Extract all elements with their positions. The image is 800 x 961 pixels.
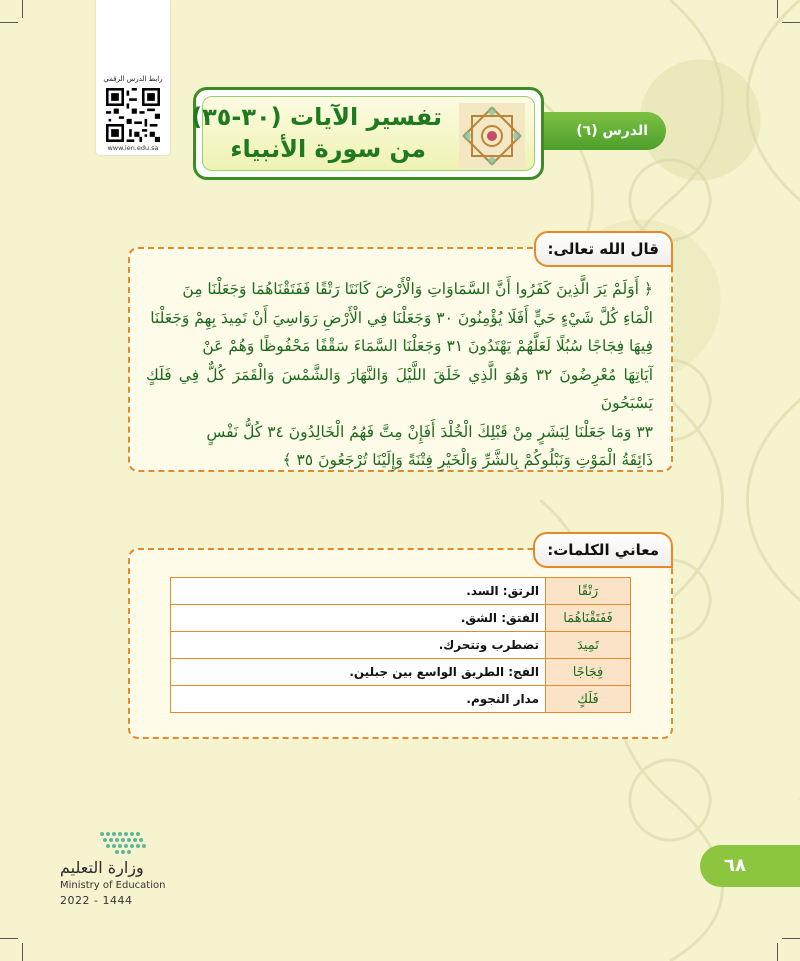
word-cell: فَلَكٍ: [546, 686, 631, 713]
meaning-cell: الفتق: الشق.: [171, 605, 546, 632]
quran-verses: [146, 275, 653, 475]
ministry-name-english: Ministry of Education: [60, 880, 166, 891]
table-row: [171, 659, 631, 686]
verse-line: ﴿ أَوَلَمْ يَرَ الَّذِينَ كَفَرُوا أَنَّ السَّمَاوَاتِ وَالْأَرْضَ كَانَتَا رَتْقًا فَفَتَقْنَاهُمَا وَجَعَلْنَا مِنَ: [182, 280, 653, 298]
verse-line: آيَاتِهَا مُعْرِضُونَ ٣٢ وَهُوَ الَّذِي خَلَقَ اللَّيْلَ وَالنَّهَارَ وَالشَّمْسَ وَالْقَمَرَ كُلٌّ فِي فَلَكٍ يَسْبَحُونَ: [146, 365, 653, 412]
word-cell: فِجَاجًا: [546, 659, 631, 686]
qr-card[interactable]: [96, 0, 170, 155]
islamic-star-ornament-icon: [459, 103, 525, 169]
lesson-title-banner: [193, 87, 544, 180]
crop-mark: [22, 943, 23, 961]
word-meanings-table: [170, 577, 631, 713]
lesson-title: تفسير الآيات (٣٠-٣٥): [191, 103, 442, 131]
qr-code-icon[interactable]: [106, 88, 160, 142]
verse-line: الْمَاءِ كُلَّ شَيْءٍ حَيٍّ أَفَلَا يُؤْمِنُونَ ٣٠ وَجَعَلْنَا فِي الْأَرْضِ رَوَاسِيَ أَنْ تَمِيدَ بِهِمْ وَجَعَلْنَا: [150, 308, 653, 327]
crop-mark: [782, 22, 800, 23]
word-cell: تَمِيدَ: [546, 632, 631, 659]
meanings-heading: معاني الكلمات:: [533, 532, 673, 568]
lesson-subtitle: من سورة الأنبياء: [230, 135, 426, 163]
crop-mark: [782, 938, 800, 939]
qr-caption: رابط الدرس الرقمي: [103, 75, 163, 83]
meaning-cell: تضطرب وتتحرك.: [171, 632, 546, 659]
lesson-number-tab: الدرس (٦): [536, 112, 666, 150]
word-meanings-section: [128, 541, 673, 739]
page-number: ٦٨: [700, 845, 800, 887]
crop-mark: [0, 22, 18, 23]
qr-url[interactable]: www.ien.edu.sa: [107, 144, 159, 152]
meaning-cell: مدار النجوم.: [171, 686, 546, 713]
table-row: [171, 578, 631, 605]
verse-line: فِيهَا فِجَاجًا سُبُلًا لَعَلَّهُمْ يَهْتَدُونَ ٣١ وَجَعَلْنَا السَّمَاءَ سَقْفًا مَحْفُوظًا وَهُمْ عَنْ: [202, 337, 653, 355]
crop-mark: [777, 0, 778, 18]
meaning-cell: الفج: الطريق الواسع بين جبلين.: [171, 659, 546, 686]
word-cell: فَفَتَقْنَاهُمَا: [546, 605, 631, 632]
ministry-name-arabic: وزارة التعليم: [60, 858, 144, 877]
verses-heading: قال الله تعالى:: [534, 231, 673, 267]
table-row: [171, 632, 631, 659]
word-cell: رَتْقًا: [546, 578, 631, 605]
table-row: [171, 686, 631, 713]
crop-mark: [777, 943, 778, 961]
crop-mark: [0, 938, 18, 939]
crop-mark: [22, 0, 23, 18]
table-row: [171, 605, 631, 632]
verses-section: [128, 240, 673, 472]
meaning-cell: الرتق: السد.: [171, 578, 546, 605]
verse-line: ٣٣ وَمَا جَعَلْنَا لِبَشَرٍ مِنْ قَبْلِكَ الْخُلْدَ أَفَإِنْ مِتَّ فَهُمُ الْخَالِدُونَ ٣٤ كُلُّ نَفْسٍ: [206, 422, 653, 441]
edition-year: 2022 - 1444: [60, 894, 133, 907]
verse-line: ذَائِقَةُ الْمَوْتِ وَنَبْلُوكُمْ بِالشَّرِّ وَالْخَيْرِ فِتْنَةً وَإِلَيْنَا تُرْجَعُونَ ٣٥ ﴾: [282, 451, 653, 469]
